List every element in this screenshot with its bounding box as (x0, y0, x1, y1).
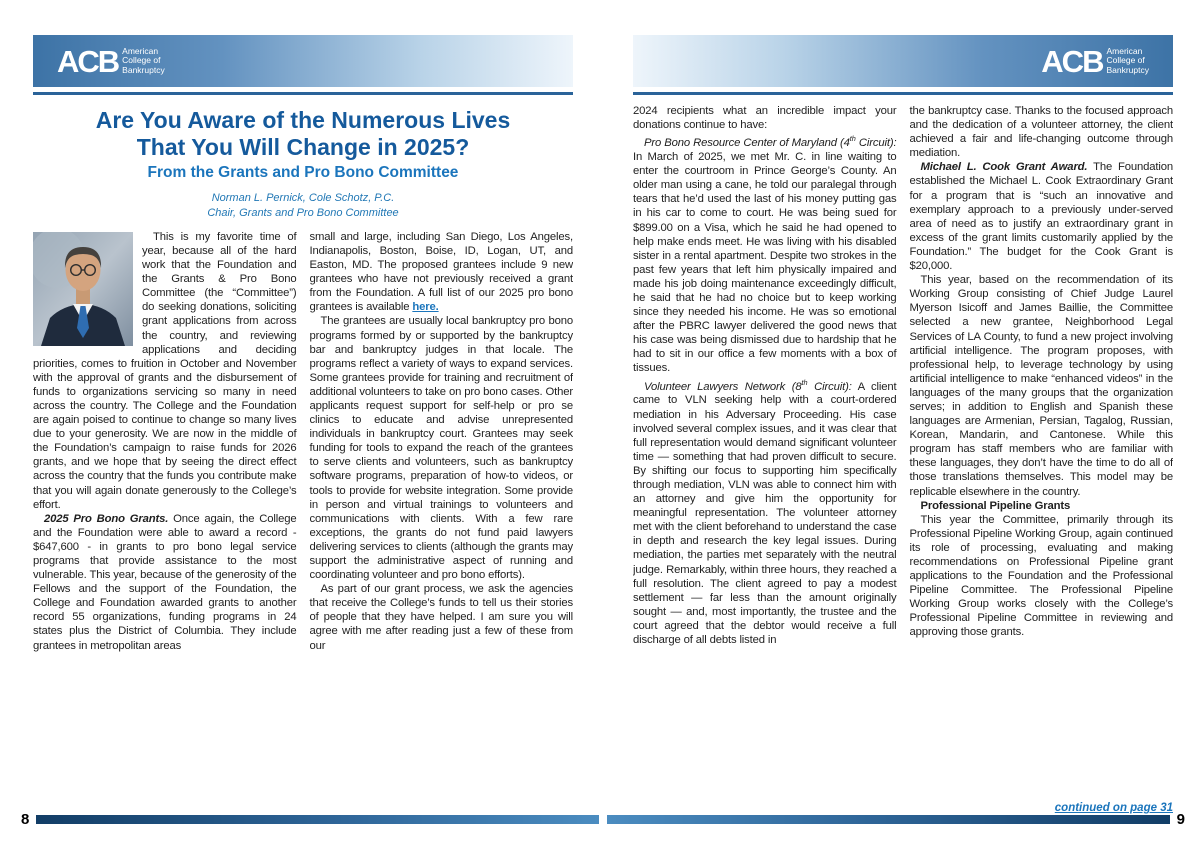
paragraph (910, 513, 1174, 640)
author-photo (33, 232, 133, 346)
here-link[interactable]: here. (412, 301, 439, 314)
text-run: This is my favorite time of year, because all of the hard work that the Foundation and the Grants & Pro Bono Committee (the “Committee”) do seeking donations, soliciting grant applications from across the country, and reviewing applications and deciding priorities, comes to fruition in October and November with the approval of grants and the disbursement of funds to organizations servicing so many in need across the country. The College and the Foundation are again poised to continue to change so many lives due to your generosity. We are now in the middle of the Foundation’s campaign to raise funds for 2026 grants, and we hope that by seeing the direct effect across the country that the funds you contribute make that you will again donate generously to the College’s effort. (33, 230, 297, 511)
text-run: In March of 2025, we met Mr. C. in line waiting to enter the courtroom in Prince George’s County. An older man using a cane, he told our paralegal through tears that he’d used the last of his money putting gas in his car to come to court. He was being sued for $899.00 on a Visa, which he said he had opened to help make ends meet. He was living with his disabled sister in a rental apartment. Despite two strokes in the past few years that left him physically impaired and made his job doing maintenance exceedingly difficult, he said that he had no choice but to keep working since they needed his income. He was so emotional after the PBRC lawyer delivered the good news that his case was being dismissed due to hardship that he had to sit in our office a few moments with a box of tissues. (633, 151, 897, 375)
header-banner (33, 35, 573, 87)
text-run: th (801, 377, 808, 387)
text-run: the bankruptcy case. Thanks to the focused approach and the dedication of a volunteer attorney, the client achieved a fair and life-changing outcome through mediation. (909, 105, 1173, 160)
text-run: Professional Pipeline Grants (920, 499, 1071, 512)
text-run: Volunteer Lawyers Network (8 (644, 380, 802, 393)
paragraph (633, 132, 897, 375)
acb-logo-letters: ACB (57, 43, 119, 79)
text-run: This year the Committee, primarily through its Professional Pipeline Working Group, again continued its role of processing, evaluating and making recommendations on Professional Pipeline grant applications to the Foundation and the Professional Pipeline Committee. The Professional Pipeline Working Group works closely with the College’s Professional Pipeline Committee in reviewing and approving those grants. (909, 513, 1173, 639)
body-columns-right (633, 104, 1173, 806)
acb-org-line: Bankruptcy (122, 64, 165, 75)
author-photo-image (33, 232, 133, 346)
byline-author: Norman L. Pernick, Cole Schotz, P.C. (211, 192, 395, 205)
text-run: Circuit): (855, 136, 897, 149)
header-rule (33, 92, 573, 95)
text-run: th (849, 134, 856, 144)
paragraph (910, 273, 1174, 499)
text-run: The Foundation established the Michael L. Cook Extraordinary Grant for a program that is “such an innovative and exemplary approach to a previously under-served area of need as to justify an extraordinary grant in excess of the grant limits customarily applied by the Foundation.” The budget for the Cook Grant is $20,000. (909, 161, 1173, 273)
body-columns-left (33, 230, 573, 790)
paragraph (910, 104, 1174, 160)
paragraph (633, 104, 897, 132)
acb-org-line: Bankruptcy (1106, 64, 1149, 75)
text-run: Circuit): (807, 380, 852, 393)
text-run: Once again, the College and the Foundation were able to award a record - $647,600 - in grants to pro bono legal service programs that provide assistance to the most vulnerable. This year, because of the generosity of the Fellows and the support of the Foundation, the College and Foundation awarded grants to another record 55 organizations, funding programs in 24 states plus the District of Columbia. They include grantees in metropolitan areas (33, 512, 297, 652)
article-title (33, 107, 573, 161)
text-run: A client came to VLN seeking help with a court-ordered mediation in his Adversary Proceeding. His case involved several complex issues, and it was clear that full representation would demand significant volunteer time — something that had proven difficult to secure. By shifting our focus to supporting him specifically through mediation, VLN was able to connect him with an attorney and give him the opportunity for meaningful representation. The volunteer attorney met with the client beforehand to understand the case in depth and research the key legal issues. During mediation, the parties met separately with the neutral judge. Remarkably, within three hours, they reached a full resolution. The client agreed to pay a modest settlement — far less than the amount originally sought — and, most importantly, the trustee and the court agreed that the debtor would receive a full discharge of all debts listed in (633, 380, 897, 646)
text-run: small and large, including San Diego, Los Angeles, Indianapolis, Boston, Boise, ID, Logan, UT, and Easton, MD. The proposed grantees include 9 new grantees who have not previously received a grant from the Foundation. A full list of our 2025 pro bono grantees is available (309, 230, 573, 314)
paragraph (33, 512, 297, 653)
footer-bar (607, 815, 1170, 824)
column-2 (310, 230, 574, 790)
paragraph (633, 376, 897, 648)
acb-org-line: College of (1106, 55, 1145, 66)
paragraph (910, 160, 1174, 273)
text-run: The grantees are usually local bankruptcy pro bono programs formed by or supported by the bankruptcy bar and bankruptcy judges in that locale. The programs reflect a variety of ways to expand services. Some grantees provide for training and recruitment of additional volunteers to take on pro bono cases. Other applicants request support for self-help or pro se clinics to educate and advise unrepresented individuals in bankruptcy court. Grantees may seek funding for tools to expand the reach of the grantees to serve clients and volunteers, such as bankruptcy software programs, preparation of how-to videos, or tools to provide for website integration. Some provide in person and virtual trainings to volunteers and communications with clients. With a few rare exceptions, the grants do not fund paid lawyers delivering services to clients (although the grants may support the administrative aspect of running and coordinating volunteer and pro bono efforts). (309, 315, 573, 582)
acb-org-name (1106, 47, 1149, 76)
byline-role: Chair, Grants and Pro Bono Committee (207, 206, 399, 219)
page-number: 9 (1176, 811, 1185, 828)
page-number: 8 (21, 811, 30, 828)
text-run: 2024 recipients what an incredible impact your donations continue to have: (633, 105, 897, 132)
page-footer-left (21, 811, 599, 828)
column-1 (633, 104, 897, 806)
acb-org-name (122, 47, 165, 76)
header-rule (633, 92, 1173, 95)
acb-org-line: American (1106, 45, 1143, 56)
page-9 (633, 0, 1185, 848)
text-run: Pro Bono Resource Center of Maryland (4 (644, 136, 850, 149)
page-footer-right (607, 811, 1185, 828)
text-run: 2025 Pro Bono Grants. (44, 512, 169, 525)
text-run: This year, based on the recommendation of its Working Group consisting of Chief Judge Laurel Myerson Isicoff and James Baillie, the Committee selected a new grantee, Neighborhood Legal Services of LA County, to fund a new project involving artificial intelligence. The program proposes, with professional help, to leverage technology by using artificial intelligence to make “enhanced videos” in the languages of the many groups that the organization serves; in addition to English and Spanish these languages are Armenian, Persian, Tagalog, Russian, Korean, Mandarin, and Cantonese. While this program has staff members who are familiar with these languages, they don’t have the time to do all of those translations themselves. This model may be replicable elsewhere in the country. (909, 274, 1173, 498)
byline (33, 191, 573, 220)
column-2 (910, 104, 1174, 806)
paragraph (310, 314, 574, 582)
footer-bar (36, 815, 599, 824)
paragraph (310, 582, 574, 652)
paragraph (310, 230, 574, 315)
paragraph (910, 499, 1174, 513)
text-run: As part of our grant process, we ask the agencies that receive the College’s funds to tell us their stories of people that they have helped. I am sure you will agree with me after reading just a few of these from our (309, 583, 573, 652)
acb-org-line: College of (122, 55, 161, 66)
continued-on-page-link[interactable]: continued on page 31 (1054, 802, 1173, 814)
article-title-line2: That You Will Change in 2025? (136, 134, 470, 161)
header-banner (633, 35, 1173, 87)
acb-logo (1041, 43, 1149, 79)
article-title-line1: Are You Aware of the Numerous Lives (95, 107, 511, 133)
acb-logo-letters: ACB (1041, 43, 1103, 79)
text-run: Michael L. Cook Grant Award. (920, 161, 1088, 174)
acb-org-line: American (122, 45, 159, 56)
acb-logo (57, 43, 165, 79)
column-1 (33, 230, 297, 790)
article-subtitle: From the Grants and Pro Bono Committee (147, 164, 459, 182)
page-8 (21, 0, 573, 848)
